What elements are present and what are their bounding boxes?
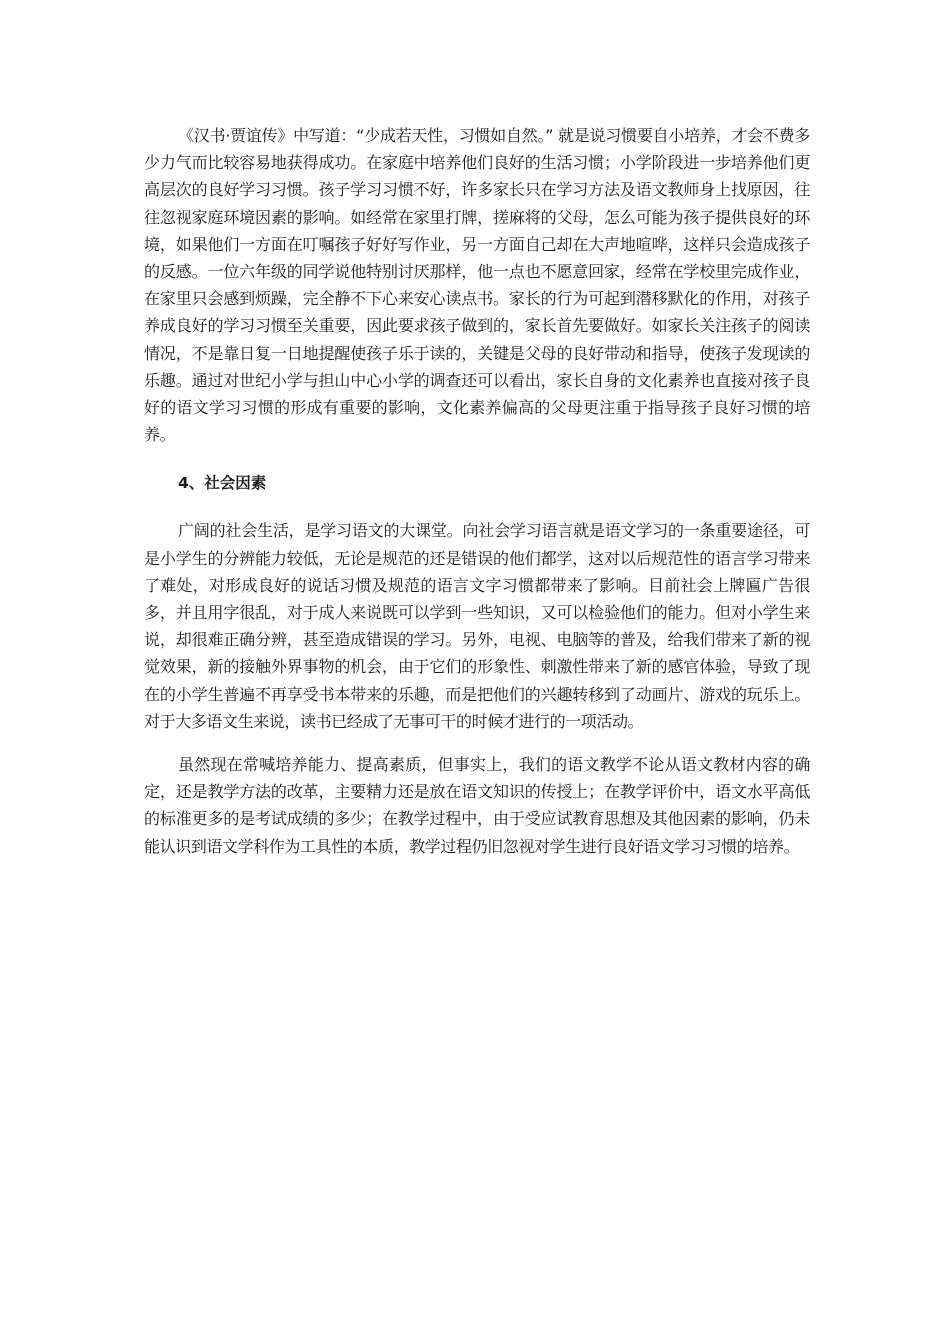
document-page [144, 122, 810, 860]
paragraph-teaching-focus: 虽然现在常喊培养能力、提高素质，但事实上，我们的语文教学不论从语文教材内容的确定，还是教学方法的改革，主要精力还是放在语文知识的传授上；在教学评价中，语文水平高低的标准更多的是考试成绩的多少；在教学过程中，由于受应试教育思想及其他因素的影响，仍未能认识到语文学科作为工具性的本质，教学过程仍旧忽视对学生进行良好语文学习习惯的培养。 [144, 755, 810, 856]
section-heading-social-factors: 4、社会因素 [178, 474, 267, 493]
paragraph-social-life: 广阔的社会生活，是学习语文的大课堂。向社会学习语言就是语文学习的一条重要途径，可是小学生的分辨能力较低，无论是规范的还是错误的他们都学，这对以后规范性的语言学习带来了难处，对形成良好的说话习惯及规范的语言文字习惯都带来了影响。目前社会上牌匾广告很多，并且用字很乱，对于成人来说既可以学到一些知识，又可以检验他们的能力。但对小学生来说，却很难正确分辨，甚至造成错误的学习。另外，电视、电脑等的普及，给我们带来了新的视觉效果，新的接触外界事物的机会，由于它们的形象性、刺激性带来了新的感官体验，导致了现在的小学生普遍不再享受书本带来的乐趣，而是把他们的兴趣转移到了动画片、游戏的玩乐上。对于大多语文生来说，读书已经成了无事可干的时候才进行的一项活动。 [144, 521, 810, 731]
paragraph-family-environment: 《汉书·贾谊传》中写道：“少成若天性，习惯如自然。” 就是说习惯要自小培养，才会不费多少力气而比较容易地获得成功。在家庭中培养他们良好的生活习惯；小学阶段进一步培养他们更高层次的良好学习习惯。孩子学习习惯不好，许多家长只在学习方法及语文教师身上找原因，往往忽视家庭环境因素的影响。如经常在家里打牌，搓麻将的父母，怎么可能为孩子提供良好的环境，如果他们一方面在叮嘱孩子好好写作业，另一方面自己却在大声地喧哗，这样只会造成孩子的反感。一位六年级的同学说他特别讨厌那样，他一点也不愿意回家，经常在学校里完成作业，在家里只会感到烦躁，完全静不下心来安心读点书。家长的行为可起到潜移默化的作用，对孩子养成良好的学习习惯至关重要，因此要求孩子做到的，家长首先要做好。如家长关注孩子的阅读情况，不是靠日复一日地提醒使孩子乐于读的，关键是父母的良好带动和指导，使孩子发现读的乐趣。通过对世纪小学与担山中心小学的调查还可以看出，家长自身的文化素养也直接对孩子良好的语文学习习惯的形成有重要的影响，文化素养偏高的父母更注重于指导孩子良好习惯的培养。 [144, 126, 810, 445]
